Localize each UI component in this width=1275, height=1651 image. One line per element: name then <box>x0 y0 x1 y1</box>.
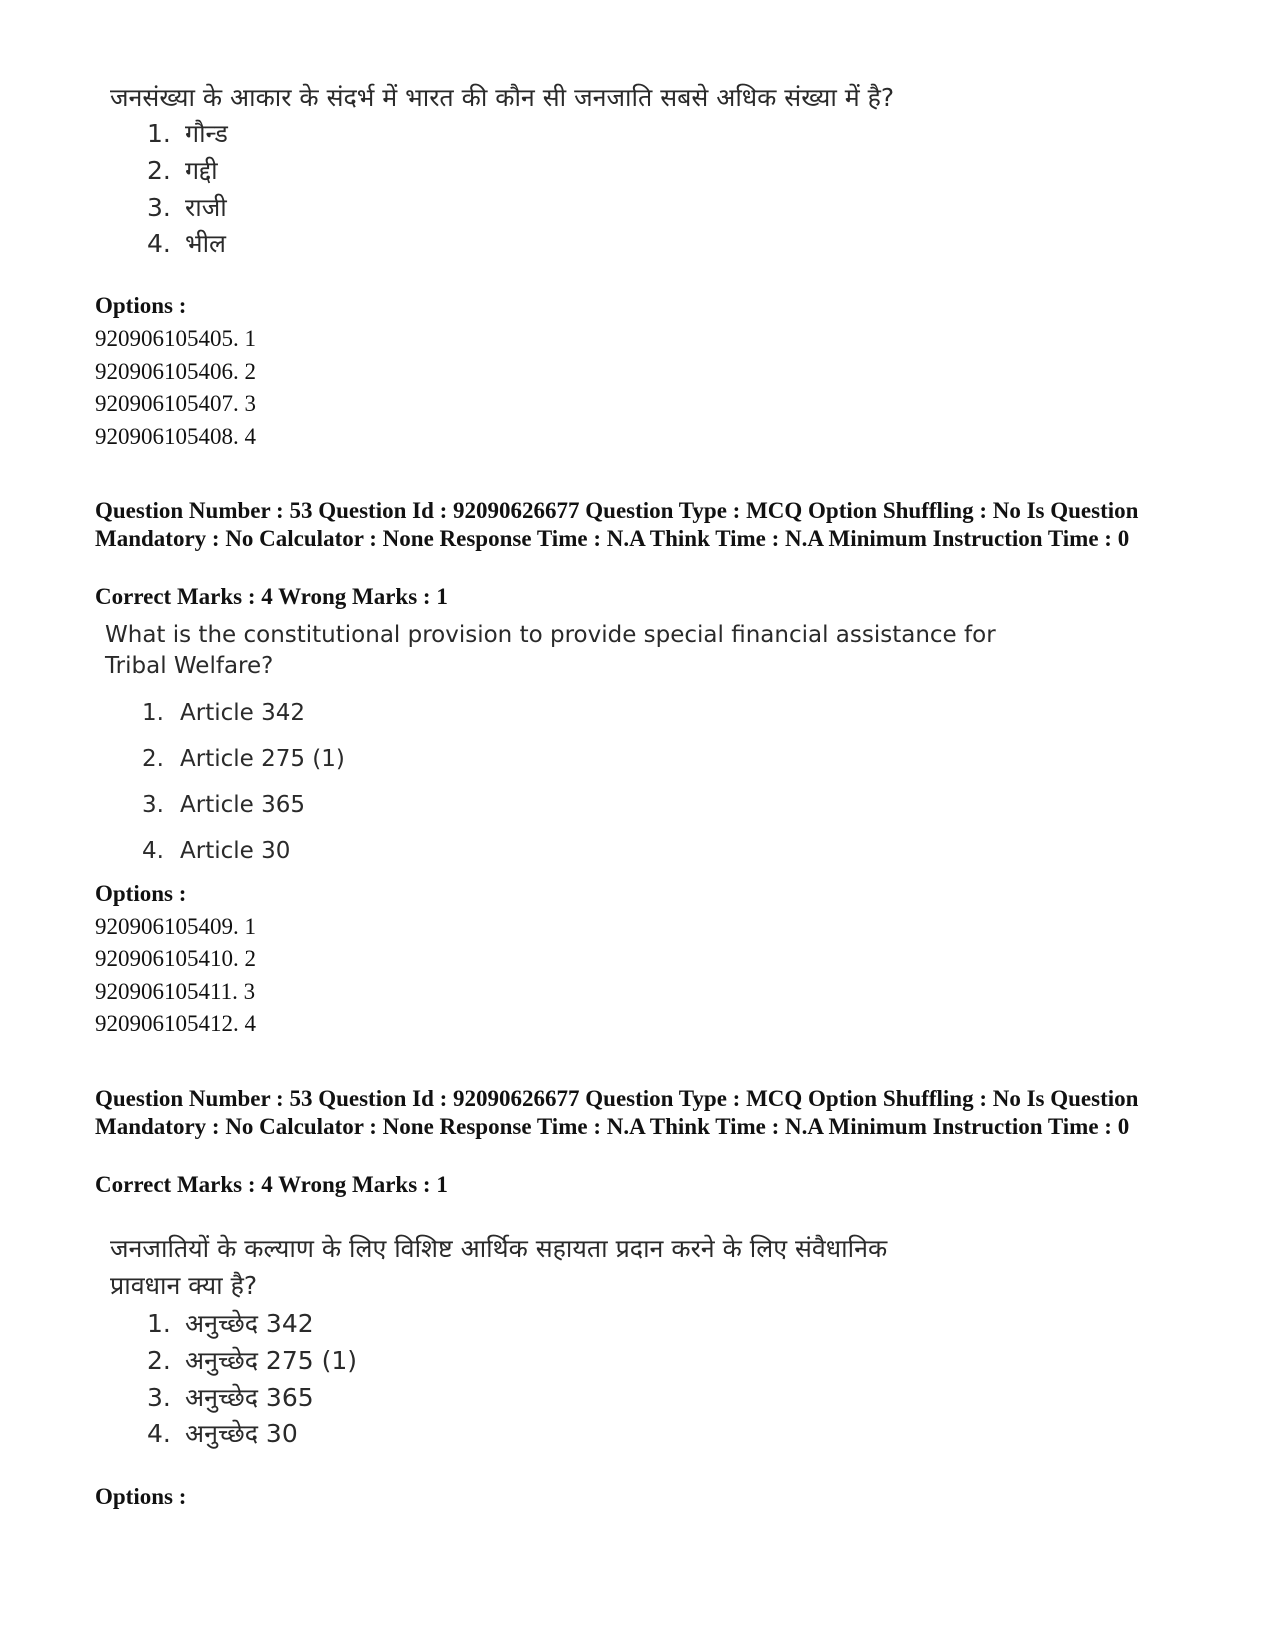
choice-item <box>142 697 305 729</box>
choice-text: Article 30 <box>180 838 291 864</box>
choice-number: 1. <box>147 1309 171 1338</box>
question-text-hindi-line-2: प्रावधान क्या है? <box>110 1271 258 1300</box>
option-id: 920906105405. 1 <box>95 326 256 351</box>
choice-number: 1. <box>142 700 164 726</box>
choice-text: Article 342 <box>180 700 305 726</box>
options-label: Options : <box>95 881 187 906</box>
choice-item <box>142 835 290 867</box>
choice-text: अनुच्छेद 275 (1) <box>185 1346 357 1375</box>
option-id: 920906105407. 3 <box>95 391 256 416</box>
choice-item <box>142 789 305 821</box>
choice-text: अनुच्छेद 365 <box>185 1383 314 1412</box>
choice-number: 2. <box>142 746 164 772</box>
choice-item <box>147 1308 314 1340</box>
option-id: 920906105406. 2 <box>95 359 256 384</box>
choice-text: राजी <box>185 193 227 222</box>
option-id: 920906105411. 3 <box>95 979 256 1004</box>
choice-item <box>147 1345 357 1377</box>
question-text-english-line-2: Tribal Welfare? <box>105 653 274 679</box>
choice-item <box>147 1418 298 1450</box>
choice-text: गौन्ड <box>185 119 228 148</box>
choice-number: 4. <box>142 838 164 864</box>
option-id: 920906105409. 1 <box>95 914 256 939</box>
question-meta: Question Number : 53 Question Id : 92090626677 Question Type : MCQ Option Shuffling : No Is Question Mandatory : No Calculator : None Response Time : N.A Think Time : N.A Minimum Instruction Time : 0 <box>95 498 1139 551</box>
choice-number: 2. <box>147 1346 171 1375</box>
option-id: 920906105412. 4 <box>95 1011 256 1036</box>
choice-number: 3. <box>147 1383 171 1412</box>
option-id: 920906105408. 4 <box>95 424 256 449</box>
marks-line: Correct Marks : 4 Wrong Marks : 1 <box>95 584 448 609</box>
choice-number: 3. <box>142 792 164 818</box>
choice-item <box>142 743 345 775</box>
choice-text: Article 275 (1) <box>180 746 345 772</box>
options-label: Options : <box>95 293 187 318</box>
option-id: 920906105410. 2 <box>95 946 256 971</box>
choice-item <box>147 228 226 260</box>
choice-text: अनुच्छेद 30 <box>185 1419 298 1448</box>
choice-text: भील <box>185 229 227 258</box>
choice-number: 4. <box>147 229 171 258</box>
choice-item <box>147 192 227 224</box>
choice-text: गद्दी <box>185 156 218 185</box>
choice-item <box>147 118 228 150</box>
choice-item <box>147 155 218 187</box>
choice-item <box>147 1382 314 1414</box>
question-text-hindi-line-1: जनजातियों के कल्याण के लिए विशिष्ट आर्थिक सहायता प्रदान करने के लिए संवैधानिक <box>110 1234 888 1263</box>
choice-number: 2. <box>147 156 171 185</box>
question-meta: Question Number : 53 Question Id : 92090626677 Question Type : MCQ Option Shuffling : No Is Question Mandatory : No Calculator : None Response Time : N.A Think Time : N.A Minimum Instruction Time : 0 <box>95 1086 1139 1139</box>
choice-number: 3. <box>147 193 171 222</box>
question-text-english-line-1: What is the constitutional provision to provide special financial assistance for <box>105 622 996 648</box>
choice-text: अनुच्छेद 342 <box>185 1309 314 1338</box>
marks-line: Correct Marks : 4 Wrong Marks : 1 <box>95 1172 448 1197</box>
options-label: Options : <box>95 1484 187 1509</box>
question-text-hindi-1: जनसंख्या के आकार के संदर्भ में भारत की कौन सी जनजाति सबसे अधिक संख्या में है? <box>110 83 895 112</box>
choice-text: Article 365 <box>180 792 305 818</box>
choice-number: 4. <box>147 1419 171 1448</box>
choice-number: 1. <box>147 119 171 148</box>
